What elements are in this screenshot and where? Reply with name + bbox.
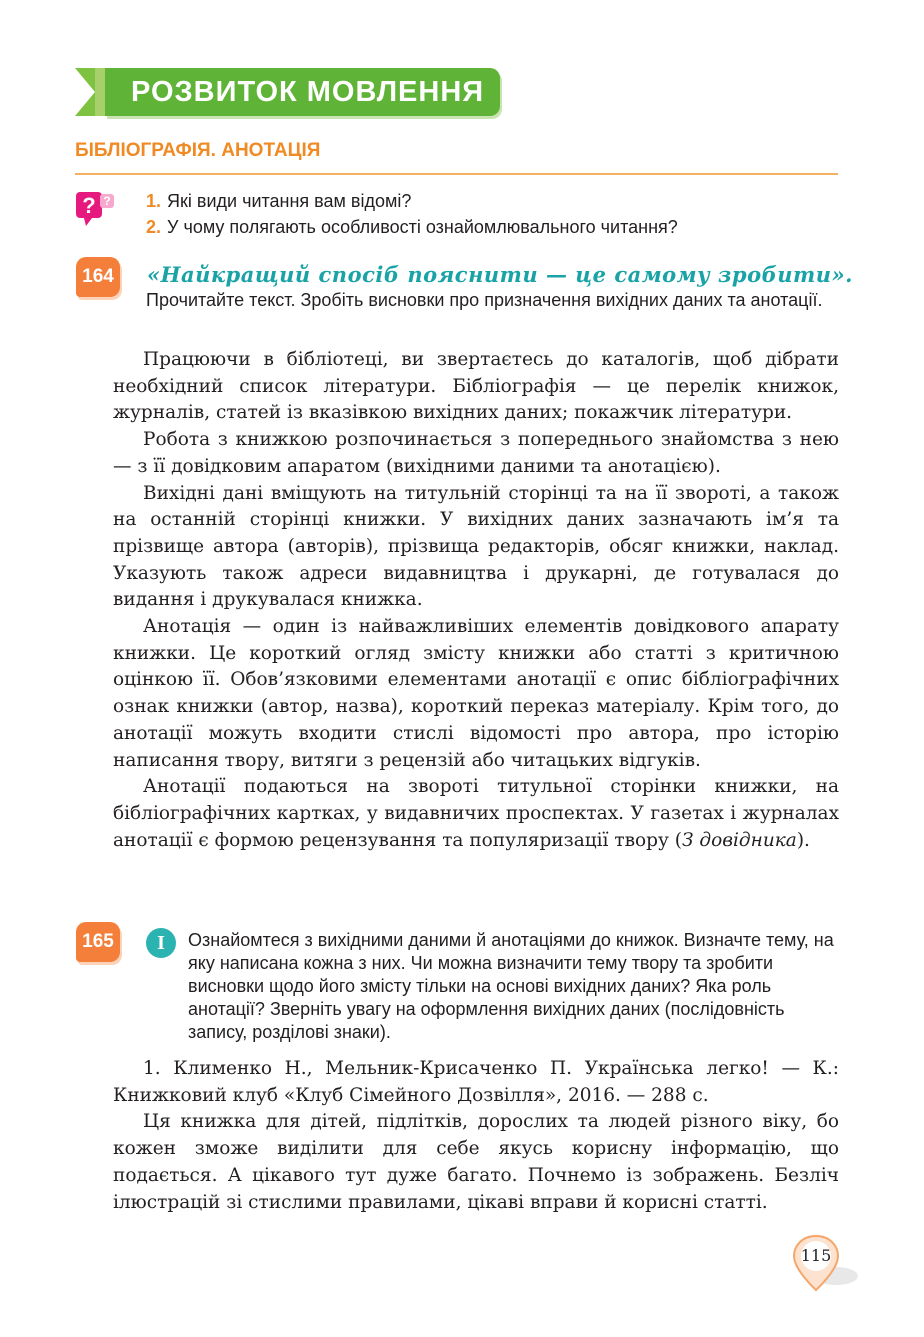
bibliographic-entry: 1. Клименко Н., Мельник-Крисаченко П. Українська легко! — К.: Книжковий клуб «Клуб Сімейного Дозвілля», 2016. — 288 с. <box>113 1058 839 1106</box>
section-divider <box>75 173 838 175</box>
chapter-title: РОЗВИТОК МОВЛЕННЯ <box>131 76 485 108</box>
paragraph: Ця книжка для дітей, підлітків, дорослих та людей різного віку, бо кожен зможе виділити для себе якусь корисну інформацію, що подається. А цікавого тут дуже багато. Почнемо із зображень. Безліч ілюстрацій зі стислими правилами, цікаві вправи й корисні статті. <box>113 1111 839 1213</box>
question-list <box>146 188 678 240</box>
banner-tail <box>75 68 95 116</box>
question-icon <box>74 190 116 228</box>
section-title: БІБЛІОГРАФІЯ. АНОТАЦІЯ <box>75 140 321 161</box>
annotation-text <box>113 1056 839 1216</box>
paragraph: Вихідні дані вміщують на титульній сторінці та на її звороті, а також на останній сторінці книжки. У вихідних даних зазначають ім’я та прізвище автора (авторів), прізвища редакторів, обсяг книжки, наклад. Указують також адреси видавництва і друкарні, де готувалася до видання і друкувалася книжка. <box>113 482 839 611</box>
question-item: 2. У чому полягають особливості ознайомлювального читання? <box>146 217 678 237</box>
exercise-task: Ознайомтеся з вихідними даними й анотаціями до книжок. Визначте тему, на яку написана кожна з них. Чи можна визначити тему твору та зробити висновки щодо його змісту тільки на основі вихідних даних? Яка роль анотації? Зверніть увагу на оформлення вихідних даних (послідовність запису, розділові знаки). <box>188 930 834 1042</box>
reading-text <box>113 347 839 854</box>
paragraph: Анотації подаються на звороті титульної сторінки книжки, на бібліографічних картках, у видавничих проспектах. У газетах і журналах анотації є формою рецензування та популяризації твору (З довідника). <box>113 776 839 851</box>
exercise-task: Прочитайте текст. Зробіть висновки про призначення вихідних даних та анотації. <box>146 290 823 310</box>
svg-text:?: ? <box>103 194 111 208</box>
page-number: 115 <box>800 1246 832 1265</box>
exercise-number-badge: 164 <box>76 257 120 297</box>
paragraph: Робота з книжкою розпочинається з попереднього знайомства з нею — з її довідковим апаратом (вихідними даними та анотацією). <box>113 429 839 477</box>
svg-text:?: ? <box>82 193 96 218</box>
exercise-number-badge: 165 <box>76 922 120 962</box>
info-icon: I <box>146 928 176 958</box>
exercise-motto: «Найкращий спосіб пояснити — це самому зробити». <box>147 262 853 287</box>
paragraph: Працюючи в бібліотеці, ви звертаєтесь до каталогів, щоб дібрати необхідний список літератури. Бібліографія — це перелік книжок, журналів, статей із вказівкою вихідних даних; покажчик літератури. <box>113 349 839 424</box>
source-note: З довідника <box>681 829 797 851</box>
question-item: 1. Які види читання вам відомі? <box>146 191 412 211</box>
paragraph: Анотація — один із найважливіших елементів довідкового апарату книжки. Це короткий огляд змісту книжки або статті з критичною оцінкою її. Обов’язковими елементами анотації є опис бібліографічних ознак книжки (автор, назва), короткий переказ матеріалу. Крім того, до анотації можуть входити стислі відомості про автора, про історію написання твору, витяги з рецензій або читацьких відгуків. <box>113 616 839 771</box>
